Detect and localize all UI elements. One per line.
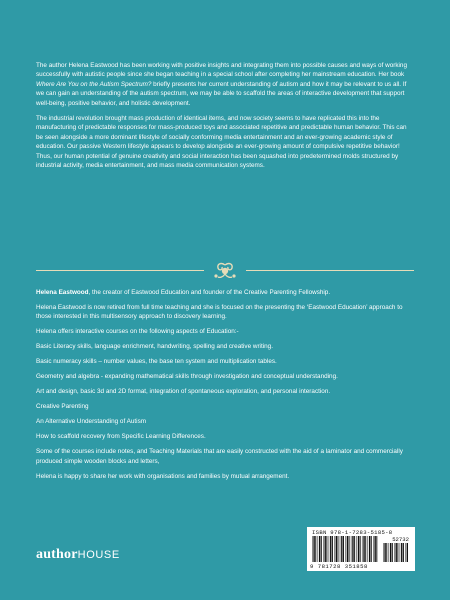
bio-line: Helena offers interactive courses on the following aspects of Education:-: [36, 328, 239, 336]
bio-line: Helena is happy to share her work with organisations and families by mutual arrangement.: [36, 472, 290, 480]
author-bio-section: [36, 288, 414, 487]
intro-text: The author Helena Eastwood has been working with positive insights and integrating them into possible causes and ways of working successfully with autistic people since she began teaching in a special school after completing her mainstream education. Her book: [36, 62, 407, 79]
price-code: 52732: [392, 536, 409, 543]
intro-text: briefly presents her current understanding of autism and how it may be relevant to us all. If we can gain an understanding of the autism spectrum, we may be able to scaffold the areas of interactive development that support well-being, positive behavior, and holistic development.: [36, 80, 407, 107]
divider-line-right: [246, 270, 414, 271]
author-name: Helena Eastwood: [36, 289, 89, 296]
publisher-logo: [36, 545, 120, 563]
book-title: Where Are You on the Autism Spectrum?: [36, 80, 152, 88]
bio-line: Creative Parenting: [36, 403, 89, 411]
bio-line: Some of the courses include notes, and Teaching Materials that are easily constructed with the aid of a laminator and commercially produced simple wooden blocks and letters,: [36, 448, 403, 465]
intro-section: [36, 61, 414, 176]
bio-intro: [36, 288, 414, 297]
flourish-icon: [212, 261, 238, 281]
section-divider: [36, 264, 414, 278]
bio-line: Art and design, basic 3d and 2D format, integration of spontaneous exploration, and personal interaction.: [36, 388, 331, 396]
intro-paragraph-1: [36, 61, 414, 108]
publisher-logo-second: HOUSE: [77, 549, 120, 561]
bio-line: Helena Eastwood is now retired from full time teaching and she is focused on the presenting the ‘Eastwood Education’ approach to those interested in this multisensory approach to discovery learning.: [36, 304, 403, 321]
barcode-bars-icon: [312, 536, 378, 562]
ean-number: 9 781728 351858: [310, 563, 368, 570]
bio-intro-text: , the creator of Eastwood Education and founder of the Creative Parenting Fellowship.: [88, 289, 331, 296]
intro-paragraph-2: The industrial revolution brought mass production of identical items, and now society seems to have replicated this into the manufacturing of predictable responses for mass-produced toys and associated repetitive and predictable human behavior. This can be seen alongside a more dominant lifestyle of socially conforming media entertainment and an ever-growing academic style of education. Our passive Western lifestyle appears to develop alongside an ever-growing amount of compulsive repetitive behavior! Thus, our human potential of genuine creativity and social interaction has been squashed into predetermined molds structured by industrial activity, media entertainment, and mass media communication systems.: [36, 115, 407, 170]
bio-line: Basic Literacy skills, language enrichment, handwriting, spelling and creative writing.: [36, 343, 273, 351]
isbn-barcode: [307, 527, 415, 571]
bio-line: Geometry and algebra - expanding mathematical skills through investigation and conceptual understanding.: [36, 373, 338, 381]
publisher-logo-first: author: [36, 547, 78, 562]
isbn-number: ISBN 978-1-7283-5185-8: [312, 529, 393, 536]
bio-line: How to scaffold recovery from Specific Learning Differences.: [36, 433, 206, 441]
bio-line: An Alternative Understanding of Autism: [36, 418, 147, 426]
barcode-addon-bars-icon: [383, 543, 409, 562]
bio-line: Basic numeracy skills – number values, the base ten system and multiplication tables.: [36, 358, 277, 366]
divider-line-left: [36, 270, 204, 271]
